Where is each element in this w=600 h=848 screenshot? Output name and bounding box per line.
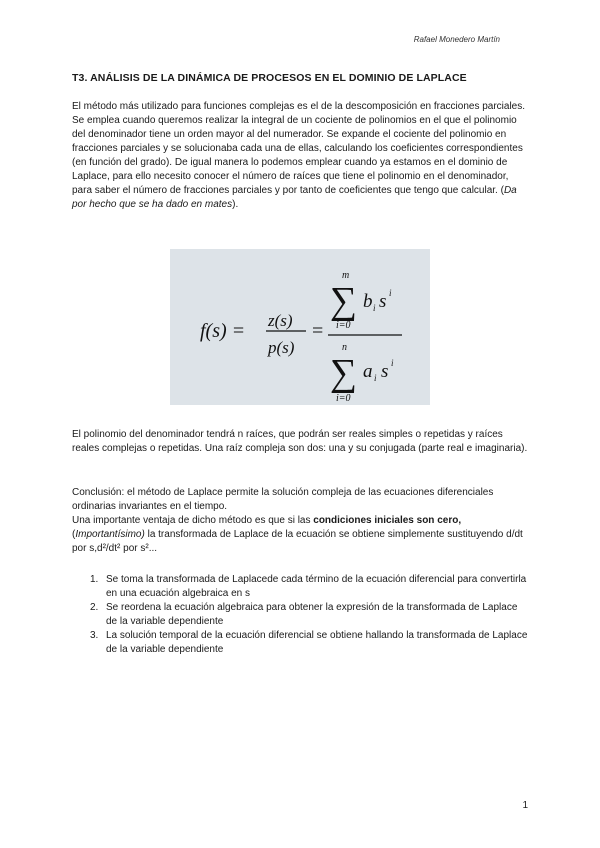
sum-top-sigma: ∑: [330, 280, 358, 322]
formula-numerator: z(s): [268, 311, 293, 330]
list-item: [72, 629, 528, 657]
formula-equals: =: [312, 320, 324, 342]
sum-top-b: b: [363, 291, 373, 312]
list-item: [72, 601, 528, 629]
sum-bottom-lower: i=0: [336, 393, 351, 404]
sum-bottom-a: a: [363, 361, 373, 382]
formula-lhs: f(s) =: [200, 320, 246, 342]
steps-list: [72, 573, 528, 657]
sum-bottom-sup: i: [391, 358, 394, 368]
sum-top-sup: i: [389, 288, 392, 298]
intro-text: El método más utilizado para funciones complejas es el de la descomposición en fracciones parciales. Se emplea cuando queremos realizar la integral de un cociente de polinomios en el que el polinomio del denominador tiene un orden mayor al del numerador. Se expande el cociente del polinomio en fracciones parciales y se solucionaba cada una de ellas, calculando los coeficientes correspondientes (en función del grado). De igual manera lo podemos emplear cuando ya estamos en el dominio de Laplace, para ello necesito conocer el número de raíces que tiene el polinomio en el denominador, para saber el número de fracciones parciales y por tanto de coeficientes que tengo que calcular. (: [72, 101, 526, 196]
section-title: T3. ANÁLISIS DE LA DINÁMICA DE PROCESOS EN EL DOMINIO DE LAPLACE: [72, 72, 467, 84]
sum-bottom-s: s: [381, 361, 389, 382]
step-text: Se toma la transformada de Laplacede cada término de la ecuación diferencial para convertirla en una ecuación algebraica en s: [106, 574, 527, 599]
intro-aside: Da por hecho que se ha dado en mates: [72, 185, 517, 210]
conclusion-line-1: Conclusión: el método de Laplace permite la solución compleja de las ecuaciones diferenciales ordinarias invariantes en el tiempo.: [72, 487, 494, 512]
conclusion-italic: Importantísimo): [75, 529, 145, 540]
sum-bottom-sub: i: [374, 373, 377, 383]
formula-denominator: p(s): [268, 338, 295, 357]
author-name: Rafael Monedero Martín: [413, 35, 500, 44]
sum-top-s: s: [379, 291, 387, 312]
conclusion-line-2-end: la transformada de Laplace de la ecuación se obtiene simplemente sustituyendo d/dt por s,d²/dt² por s²...: [72, 529, 523, 554]
sum-bottom-sigma: ∑: [330, 352, 358, 394]
intro-paragraph: [72, 100, 528, 212]
step-number: 1.: [90, 574, 99, 585]
step-text: La solución temporal de la ecuación diferencial se obtiene hallando la transformada de Laplace de la variable dependiente: [106, 630, 528, 655]
intro-close: ).: [232, 199, 239, 210]
step-text: Se reordena la ecuación algebraica para obtener la expresión de la transformada de Laplace de la variable dependiente: [106, 602, 518, 627]
sum-top-upper: m: [342, 270, 350, 281]
list-item: [72, 573, 528, 601]
sum-bottom-upper: n: [342, 342, 347, 353]
step-number: 2.: [90, 602, 99, 613]
page-number: 1: [522, 800, 528, 811]
conclusion-paren: (: [72, 529, 76, 540]
formula-image: [170, 249, 430, 405]
conclusion-bold: condiciones iniciales son cero,: [313, 515, 462, 526]
sum-top-sub: i: [373, 303, 376, 313]
step-number: 3.: [90, 630, 99, 641]
conclusion-line-2-start: Una importante ventaja de dicho método es que si las: [72, 515, 314, 526]
conclusion-paragraph: [72, 486, 528, 556]
roots-paragraph: El polinomio del denominador tendrá n raíces, que podrán ser reales simples o repetidas y raíces reales complejas o repetidas. Una raíz compleja son dos: una y su conjugada (parte real e imaginaria).: [72, 429, 528, 454]
sum-top-lower: i=0: [336, 320, 351, 331]
